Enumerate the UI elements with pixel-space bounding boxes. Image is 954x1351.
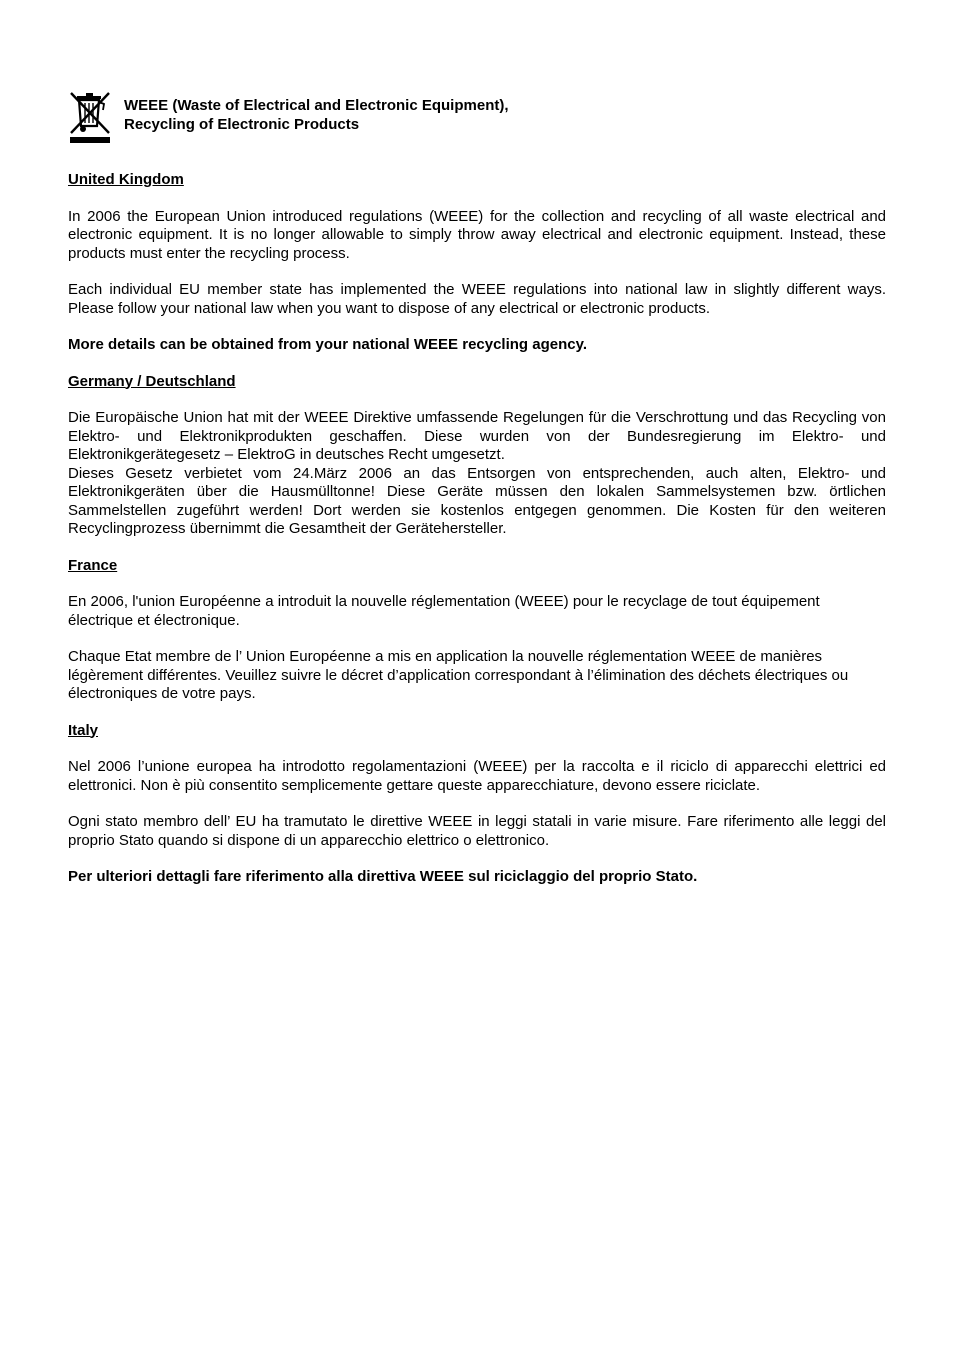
italy-paragraph-1: Nel 2006 l’unione europea ha introdotto regolamentazioni (WEEE) per la raccolta e il riciclo di apparecchi elettrici ed elettronici. Non è più consentito semplicemente gettare queste apparecchiature, devono essere riciclate. <box>68 758 886 794</box>
section-heading-france: France <box>68 556 118 574</box>
crossed-out-wheelie-bin-icon <box>68 90 112 144</box>
italy-note: Per ulteriori dettagli fare riferimento alla direttiva WEEE sul riciclaggio del proprio Stato. <box>68 868 698 885</box>
germany-paragraph-2: Dieses Gesetz verbietet vom 24.März 2006 an das Entsorgen von entsprechenden, auch alten, Elektro- und Elektronikgeräten über die Hausmülltonne! Diese Geräte müssen den lokalen Sammelsystemen bzw. örtlichen Sammelstellen zugeführt werden! Dort werden sie kostenlos entgegen genommen. Die Kosten für den weiteren Recyclingprozess übernimmt die Gesamtheit der Gerätehersteller. <box>68 464 886 537</box>
document-title-line-1: WEEE (Waste of Electrical and Electronic Equipment), <box>124 97 509 114</box>
italy-paragraph-2: Ogni stato membro dell’ EU ha tramutato le direttive WEEE in leggi statali in varie misure. Fare riferimento alle leggi del proprio Stato quando si dispone di un apparecchio elettrico o elettronico. <box>68 813 886 849</box>
uk-paragraph-2: Each individual EU member state has implemented the WEEE regulations into national law in slightly different ways. Please follow your national law when you want to dispose of any electrical or electronic products. <box>68 281 886 317</box>
france-paragraph-1: En 2006, l'union Européenne a introduit la nouvelle réglementation (WEEE) pour le recyclage de tout équipement électrique et électronique. <box>68 593 820 629</box>
uk-note: More details can be obtained from your national WEEE recycling agency. <box>68 336 588 353</box>
document-header <box>68 90 886 146</box>
section-heading-italy: Italy <box>68 721 99 739</box>
document-title <box>124 97 509 134</box>
document-body <box>68 171 886 905</box>
document-title-line-2: Recycling of Electronic Products <box>124 115 360 133</box>
france-paragraph-2: Chaque Etat membre de l’ Union Européenne a mis en application la nouvelle réglementation WEEE de manières légèrement différentes. Veuillez suivre le décret d’application correspondant à l’élimination des déchets électriques ou électroniques de votre pays. <box>68 648 849 702</box>
germany-paragraph-1: Die Europäische Union hat mit der WEEE Direktive umfassende Regelungen für die Verschrottung und das Recycling von Elektro- und Elektronikprodukten geschaffen. Diese wurden von der Bundesregierung im Elektro- und Elektronikgerätegesetz – ElektroG in deutsches Recht umgesetzt. <box>68 409 886 463</box>
section-heading-germany: Germany / Deutschland <box>68 372 236 390</box>
section-heading-uk: United Kingdom <box>68 171 184 188</box>
uk-paragraph-1: In 2006 the European Union introduced regulations (WEEE) for the collection and recycling of all waste electrical and electronic equipment. It is no longer allowable to simply throw away electrical and electronic equipment. Instead, these products must enter the recycling process. <box>68 207 886 262</box>
